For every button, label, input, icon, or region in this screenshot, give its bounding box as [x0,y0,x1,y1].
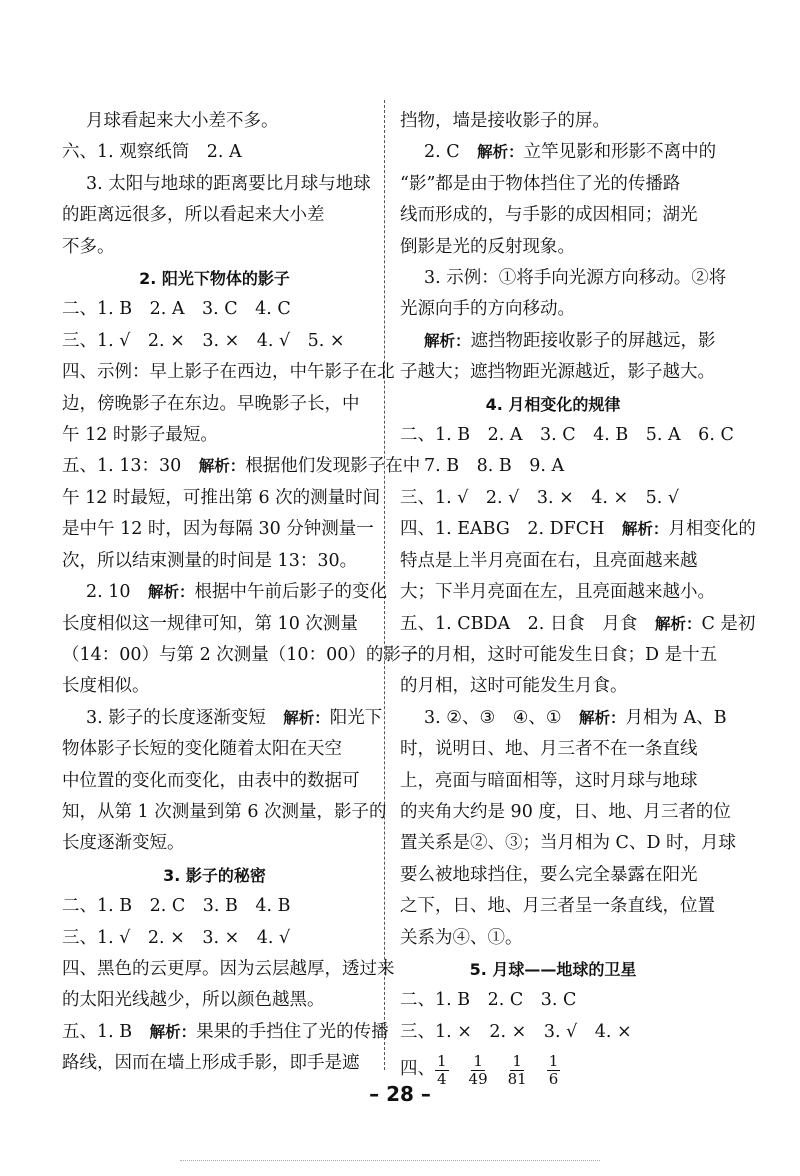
text-line: 是中午 12 时，因为每隔 30 分钟测量一 [62,519,374,540]
text-line: 的夹角大约是 90 度，日、地、月三者的位 [400,801,731,822]
text-line: 线而形成的，与手影的成因相同；湖光 [400,205,698,226]
section-heading: 4. 月相变化的规律 [485,394,621,414]
text-line: 关系为④、①。 [400,927,523,948]
text-line: 特点是上半月亮面在右，且亮面越来越 [400,550,698,571]
analysis-label: 解析： [149,1022,197,1041]
fraction: $\frac{1}{49}$ [468,1051,488,1088]
page-number: – 28 – [369,1082,431,1106]
text-line: 长度逐渐变短。 [62,833,185,854]
text-line: 三、1. √ 2. × 3. × 4. √ 5. × [62,330,345,351]
right-column [400,106,756,1092]
text-line: 上，亮面与暗面相等，这时月球与地球 [400,770,698,791]
analysis-label: 解析： [148,583,195,602]
text-line: 午 12 时最短，可推出第 6 次的测量时间 [62,487,381,508]
text-line: 四、黑色的云更厚。因为云层越厚，透过来 [62,958,395,979]
text-line: 三、1. √ 2. × 3. × 4. √ [62,927,291,948]
analysis-label: 解析： [198,457,246,476]
text-line: 中位置的变化而变化，由表中的数据可 [62,770,360,791]
section-heading: 3. 影子的秘密 [163,865,266,885]
text-line: 不多。 [62,236,115,257]
analysis-label: 解析： [654,614,702,633]
text-line: 月球看起来大小差不多。 [86,111,279,131]
text-line: 三、1. × 2. × 3. √ 4. × [400,1021,632,1042]
text-line: 之下，日、地、月三者呈一条直线，位置 [400,896,715,917]
text-line: 二、1. B 2. C 3. C [400,990,577,1011]
text-line: 六、1. 观察纸筒 2. A [62,142,242,163]
analysis-label: 解析： [477,143,524,162]
text-line: 三、1. √ 2. √ 3. × 4. × 5. √ [400,487,680,508]
fraction: $\frac{1}{6}$ [548,1051,559,1088]
text-line: 二、1. B 2. C 3. B 4. B [62,896,291,917]
text-line: 3. 太阳与地球的距离要比月球与地球 [86,173,371,194]
text-line: 长度相似这一规律可知，第 10 次测量 [62,613,358,634]
text-line: 3. 影子的长度逐渐变短 解析：阳光下 [86,707,383,728]
section-heading: 2. 阳光下物体的影子 [139,269,290,289]
section-heading: 5. 月球——地球的卫星 [469,959,637,979]
fraction: $\frac{1}{81}$ [507,1051,527,1088]
analysis-label: 解析： [579,708,626,727]
text-line: 3. ②、③ ④、① 解析：月相为 A、B [424,707,727,728]
text-line: “影”都是由于物体挡住了光的传播路 [400,173,681,194]
text-line: 7. B 8. B 9. A [424,456,565,477]
text-line: 边，傍晚影子在东边。早晚影子长，中 [62,393,360,414]
section-label: 四、 [400,1059,435,1080]
text-line: 挡物，墙是接收影子的屏。 [400,111,610,131]
text-line: 知，从第 1 次测量到第 6 次测量，影子的 [62,801,387,822]
text-line: 长度相似。 [62,676,150,697]
text-line: 路线，因而在墙上形成手影，即手是遮 [62,1053,360,1074]
analysis-label: 解析： [283,708,330,727]
analysis-label: 解析： [424,331,471,350]
text-line: 要么被地球挡住，要么完全暴露在阳光 [400,864,698,885]
text-line: 五、1. 13：30 解析：根据他们发现影子在中 [62,456,421,477]
text-line: 二、1. B 2. A 3. C 4. B 5. A 6. C [400,425,734,446]
text-line: 的太阳光线越少，所以颜色越黑。 [62,990,325,1011]
text-line: 五、1. CBDA 2. 日食 月食 解析：C 是初 [400,613,756,634]
fraction: $\frac{1}{4}$ [437,1051,447,1088]
text-line: 二、1. B 2. A 3. C 4. C [62,299,291,320]
text-line: 五、1. B 解析：果果的手挡住了光的传播 [62,1021,389,1042]
text-line: 四、示例：早上影子在西边，中午影子在北 [62,362,395,383]
analysis-label: 解析： [621,520,669,539]
text-line: 四、1. EABG 2. DFCH 解析：月相变化的 [400,519,756,540]
text-line: 一的月相，这时可能发生日食；D 是十五 [400,644,718,665]
text-line: 倒影是光的反射现象。 [400,236,575,257]
text-line: 2. 10 解析：根据中午前后影子的变化 [86,582,388,603]
text-line: 2. C 解析：立竿见影和形影不离中的 [424,142,717,163]
text-line: （14：00）与第 2 次测量（10：00）的影子 [62,644,419,665]
scan-artifact [180,1160,600,1167]
text-line: 3. 示例：①将手向光源方向移动。②将 [424,268,727,289]
text-line: 子越大；遮挡物距光源越近，影子越大。 [400,362,715,383]
text-line: 的距离远很多，所以看起来大小差 [62,205,325,226]
text-line: 的月相，这时可能发生月食。 [400,676,628,697]
text-line: 午 12 时影子最短。 [62,425,218,446]
text-line: 置关系是②、③；当月相为 C、D 时，月球 [400,833,737,854]
text-line: 解析：遮挡物距接收影子的屏越远，影 [424,330,716,351]
text-line: 光源向手的方向移动。 [400,299,575,320]
text-line: 大；下半月亮面在左，且亮面越来越小。 [400,582,715,603]
text-line: 次，所以结束测量的时间是 13：30。 [62,550,358,571]
left-column [62,106,421,1080]
text-line: 时，说明日、地、月三者不在一条直线 [400,739,698,760]
text-line: 物体影子长短的变化随着太阳在天空 [62,739,342,760]
